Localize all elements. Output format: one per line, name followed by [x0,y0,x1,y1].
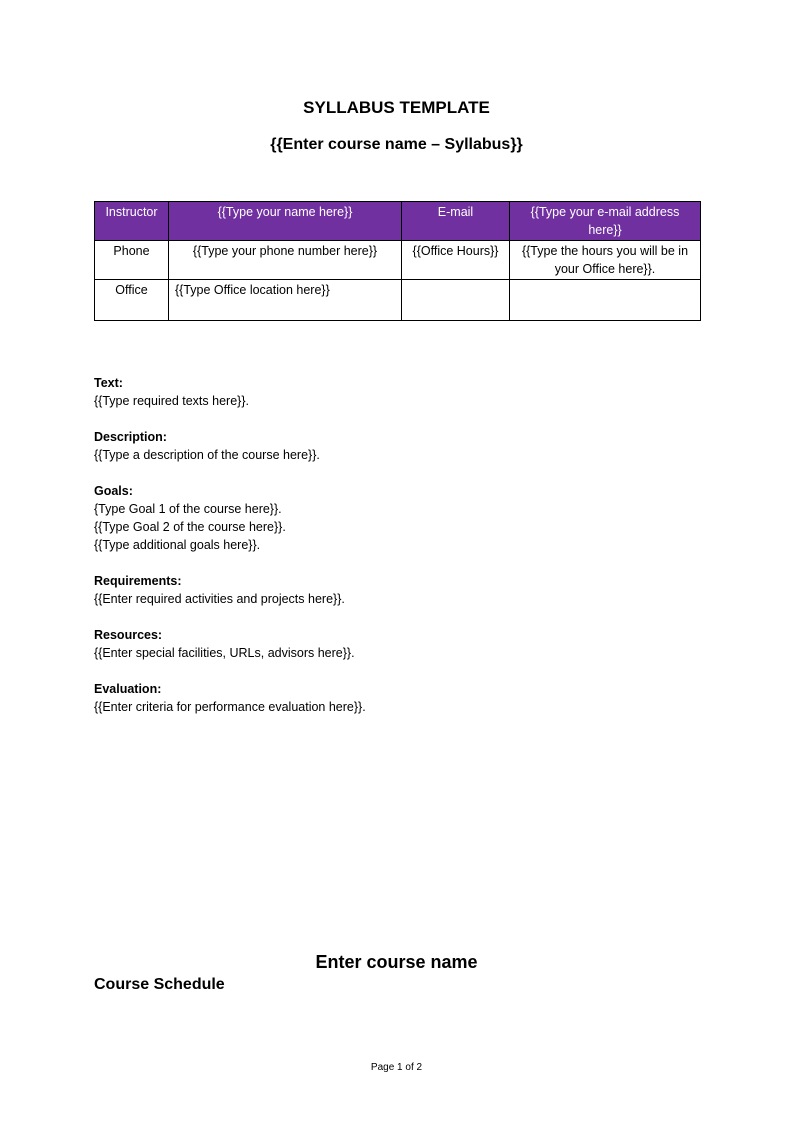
table-cell: Phone [95,241,169,280]
section-line: {{Enter special facilities, URLs, advisors here}}. [94,646,355,660]
section-resources [94,626,714,662]
section-evaluation [94,680,714,716]
section-text [94,374,714,410]
table-cell [402,280,510,321]
course-name-heading: Enter course name [315,952,478,972]
table-cell: {{Type your phone number here}} [169,241,402,280]
section-heading: Description: [94,430,167,444]
table-cell: Office [95,280,169,321]
section-goals [94,482,714,554]
page-number: Page 1 of 2 [370,1062,423,1073]
table-cell: E-mail [402,202,510,241]
table-cell: {{Type the hours you will be in your Office here}}. [510,241,701,280]
section-line: {{Enter criteria for performance evaluation here}}. [94,700,366,714]
section-heading: Resources: [94,628,163,642]
table-cell: {{Type your e-mail address here}} [510,202,701,241]
table-cell [510,280,701,321]
section-heading: Requirements: [94,574,182,588]
section-line: {Type Goal 1 of the course here}}. [94,502,282,516]
section-line: {{Type Goal 2 of the course here}}. [94,520,286,534]
section-line: {{Enter required activities and projects here}}. [94,592,345,606]
table-cell: {{Office Hours}} [402,241,510,280]
section-requirements [94,572,714,608]
course-schedule-heading: Course Schedule [94,976,225,993]
syllabus-sections [94,374,714,734]
table-cell: Instructor [95,202,169,241]
section-description [94,428,714,464]
instructor-info-table [94,201,701,321]
document-title: SYLLABUS TEMPLATE [303,98,490,117]
section-heading: Text: [94,376,123,390]
section-line: {{Type additional goals here}}. [94,538,261,552]
section-heading: Goals: [94,484,133,498]
section-line: {{Type required texts here}}. [94,394,249,408]
table-cell: {{Type Office location here}} [169,280,402,321]
table-cell: {{Type your name here}} [169,202,402,241]
section-line: {{Type a description of the course here}}. [94,448,320,462]
section-heading: Evaluation: [94,682,162,696]
table-row [95,241,701,280]
document-subtitle: {{Enter course name – Syllabus}} [270,136,523,153]
table-row [95,202,701,241]
table-row [95,280,701,321]
